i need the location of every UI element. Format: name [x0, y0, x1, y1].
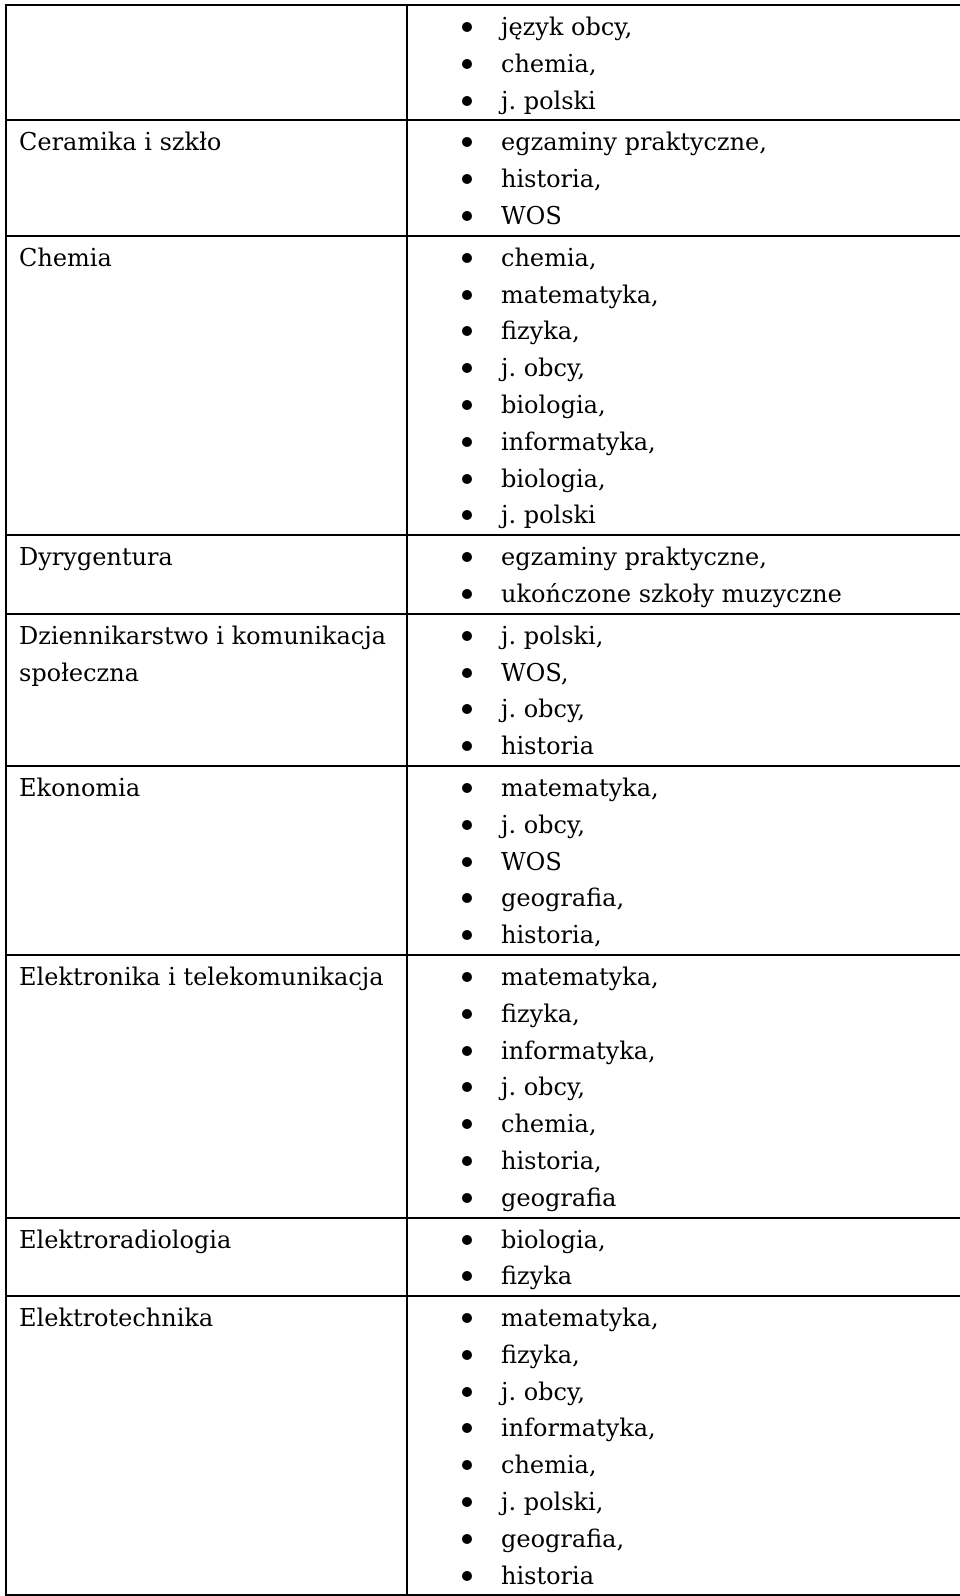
bullet-icon [462, 290, 472, 300]
list-item [408, 424, 960, 461]
subject-label: historia, [501, 921, 602, 950]
bullet-icon [462, 741, 472, 751]
field-cell [6, 1296, 407, 1595]
field-name: Ekonomia [19, 773, 141, 802]
list-item [408, 1410, 960, 1447]
bullet-icon [462, 326, 472, 336]
list-item [408, 996, 960, 1033]
list-item [408, 1337, 960, 1374]
subjects-cell [407, 5, 960, 120]
list-item [408, 1222, 960, 1259]
list-item [408, 46, 960, 83]
subject-label: biologia, [501, 390, 606, 419]
bullet-icon [462, 668, 472, 678]
field-cell [6, 614, 407, 766]
bullet-icon [462, 1350, 472, 1360]
subject-label: fizyka [501, 1262, 573, 1291]
subject-label: j. obcy, [501, 810, 585, 839]
subject-label: matematyka, [501, 962, 659, 991]
list-item [408, 1180, 960, 1217]
field-cell [6, 766, 407, 955]
list-item [408, 1033, 960, 1070]
list-item [408, 198, 960, 235]
bullet-icon [462, 1009, 472, 1019]
field-cell [6, 236, 407, 535]
subject-label: matematyka, [501, 773, 659, 802]
subject-label: chemia, [501, 243, 597, 272]
list-item [408, 655, 960, 692]
subjects-cell [407, 120, 960, 235]
list-item [408, 807, 960, 844]
list-item [408, 880, 960, 917]
bullet-icon [462, 704, 472, 714]
bullet-icon [462, 1460, 472, 1470]
subjects-cell [407, 614, 960, 766]
subject-label: geografia, [501, 1524, 625, 1553]
list-item [408, 770, 960, 807]
subjects-table-body [6, 5, 960, 1595]
list-item [408, 161, 960, 198]
subject-label: egzaminy praktyczne, [501, 128, 767, 157]
subject-label: chemia, [501, 1110, 597, 1139]
subject-label: geografia [501, 1183, 617, 1212]
subject-label: historia [501, 732, 594, 761]
bullet-icon [462, 589, 472, 599]
list-item [408, 1069, 960, 1106]
field-name [7, 6, 406, 9]
bullet-icon [462, 552, 472, 562]
subject-label: fizyka, [501, 317, 580, 346]
subject-label: WOS [501, 847, 562, 876]
table-row [6, 614, 960, 766]
subjects-table [5, 4, 960, 1596]
table-row [6, 120, 960, 235]
subject-label: informatyka, [501, 427, 656, 456]
subject-list [408, 6, 960, 119]
list-item [408, 618, 960, 655]
list-item [408, 9, 960, 46]
subject-label: j. polski [501, 86, 596, 115]
field-name: Dyrygentura [19, 543, 173, 572]
subject-list [408, 1219, 960, 1296]
subject-label: j. polski [501, 501, 596, 530]
list-item [408, 1484, 960, 1521]
field-name: Chemia [19, 243, 112, 272]
subject-label: historia, [501, 165, 602, 194]
list-item [408, 350, 960, 387]
list-item [408, 240, 960, 277]
subject-label: ukończone szkoły muzyczne [501, 579, 842, 608]
subject-label: biologia, [501, 1225, 606, 1254]
subject-label: WOS [501, 201, 562, 230]
subject-label: historia, [501, 1146, 602, 1175]
table-row [6, 955, 960, 1218]
subject-label: chemia, [501, 1451, 597, 1480]
bullet-icon [462, 1313, 472, 1323]
bullet-icon [462, 893, 472, 903]
subject-label: biologia, [501, 464, 606, 493]
subject-label: fizyka, [501, 999, 580, 1028]
bullet-icon [462, 253, 472, 263]
subject-list [408, 956, 960, 1217]
list-item [408, 1106, 960, 1143]
subject-label: j. obcy, [501, 1377, 585, 1406]
field-name: Elektroradiologia [19, 1225, 232, 1254]
list-item [408, 1258, 960, 1295]
bullet-icon [462, 1119, 472, 1129]
list-item [408, 844, 960, 881]
bullet-icon [462, 1387, 472, 1397]
bullet-icon [462, 1156, 472, 1166]
table-row [6, 766, 960, 955]
list-item [408, 728, 960, 765]
list-item [408, 313, 960, 350]
bullet-icon [462, 1235, 472, 1245]
table-row [6, 535, 960, 614]
table-row [6, 1218, 960, 1297]
bullet-icon [462, 820, 472, 830]
field-cell [6, 5, 407, 120]
bullet-icon [462, 211, 472, 221]
subject-label: j. obcy, [501, 1073, 585, 1102]
subject-list [408, 767, 960, 954]
subject-list [408, 237, 960, 534]
list-item [408, 497, 960, 534]
subjects-cell [407, 1218, 960, 1297]
bullet-icon [462, 22, 472, 32]
subject-label: fizyka, [501, 1340, 580, 1369]
list-item [408, 1143, 960, 1180]
list-item [408, 1374, 960, 1411]
list-item [408, 959, 960, 996]
field-cell [6, 120, 407, 235]
bullet-icon [462, 783, 472, 793]
bullet-icon [462, 631, 472, 641]
bullet-icon [462, 857, 472, 867]
table-row [6, 236, 960, 535]
list-item [408, 124, 960, 161]
bullet-icon [462, 59, 472, 69]
list-item [408, 387, 960, 424]
bullet-icon [462, 174, 472, 184]
bullet-icon [462, 1534, 472, 1544]
subject-label: egzaminy praktyczne, [501, 543, 767, 572]
bullet-icon [462, 1497, 472, 1507]
subject-label: historia [501, 1561, 594, 1590]
field-cell [6, 955, 407, 1218]
table-row [6, 5, 960, 120]
field-name: Elektrotechnika [19, 1304, 214, 1333]
bullet-icon [462, 1193, 472, 1203]
subject-label: j. polski, [501, 621, 604, 650]
subject-label: j. polski, [501, 1488, 604, 1517]
list-item [408, 576, 960, 613]
table-row [6, 1296, 960, 1595]
subject-label: język obcy, [501, 13, 633, 41]
list-item [408, 691, 960, 728]
bullet-icon [462, 1082, 472, 1092]
bullet-icon [462, 510, 472, 520]
subject-label: informatyka, [501, 1414, 656, 1443]
subject-list [408, 615, 960, 765]
subject-label: WOS, [501, 658, 569, 687]
bullet-icon [462, 137, 472, 147]
field-name: Ceramika i szkło [19, 128, 222, 157]
field-name: Dziennikarstwo i komunikacja społeczna [19, 621, 386, 687]
bullet-icon [462, 930, 472, 940]
field-cell [6, 1218, 407, 1297]
subject-label: informatyka, [501, 1036, 656, 1065]
subject-label: chemia, [501, 49, 597, 78]
subjects-cell [407, 236, 960, 535]
field-cell [6, 535, 407, 614]
subject-label: matematyka, [501, 1304, 659, 1333]
bullet-icon [462, 437, 472, 447]
bullet-icon [462, 1271, 472, 1281]
bullet-icon [462, 972, 472, 982]
bullet-icon [462, 1046, 472, 1056]
list-item [408, 1558, 960, 1595]
bullet-icon [462, 474, 472, 484]
list-item [408, 461, 960, 498]
list-item [408, 539, 960, 576]
subject-label: j. obcy, [501, 695, 585, 724]
list-item [408, 1447, 960, 1484]
bullet-icon [462, 363, 472, 373]
list-item [408, 917, 960, 954]
subject-list [408, 536, 960, 613]
bullet-icon [462, 1423, 472, 1433]
bullet-icon [462, 400, 472, 410]
bullet-icon [462, 1571, 472, 1581]
subjects-cell [407, 1296, 960, 1595]
field-name: Elektronika i telekomunikacja [19, 962, 384, 991]
list-item [408, 83, 960, 120]
subject-label: j. obcy, [501, 354, 585, 383]
subjects-cell [407, 766, 960, 955]
subject-label: geografia, [501, 884, 625, 913]
bullet-icon [462, 96, 472, 106]
subject-list [408, 1297, 960, 1594]
subject-list [408, 121, 960, 234]
list-item [408, 1300, 960, 1337]
subject-label: matematyka, [501, 280, 659, 309]
list-item [408, 277, 960, 314]
list-item [408, 1521, 960, 1558]
subjects-cell [407, 535, 960, 614]
subjects-cell [407, 955, 960, 1218]
